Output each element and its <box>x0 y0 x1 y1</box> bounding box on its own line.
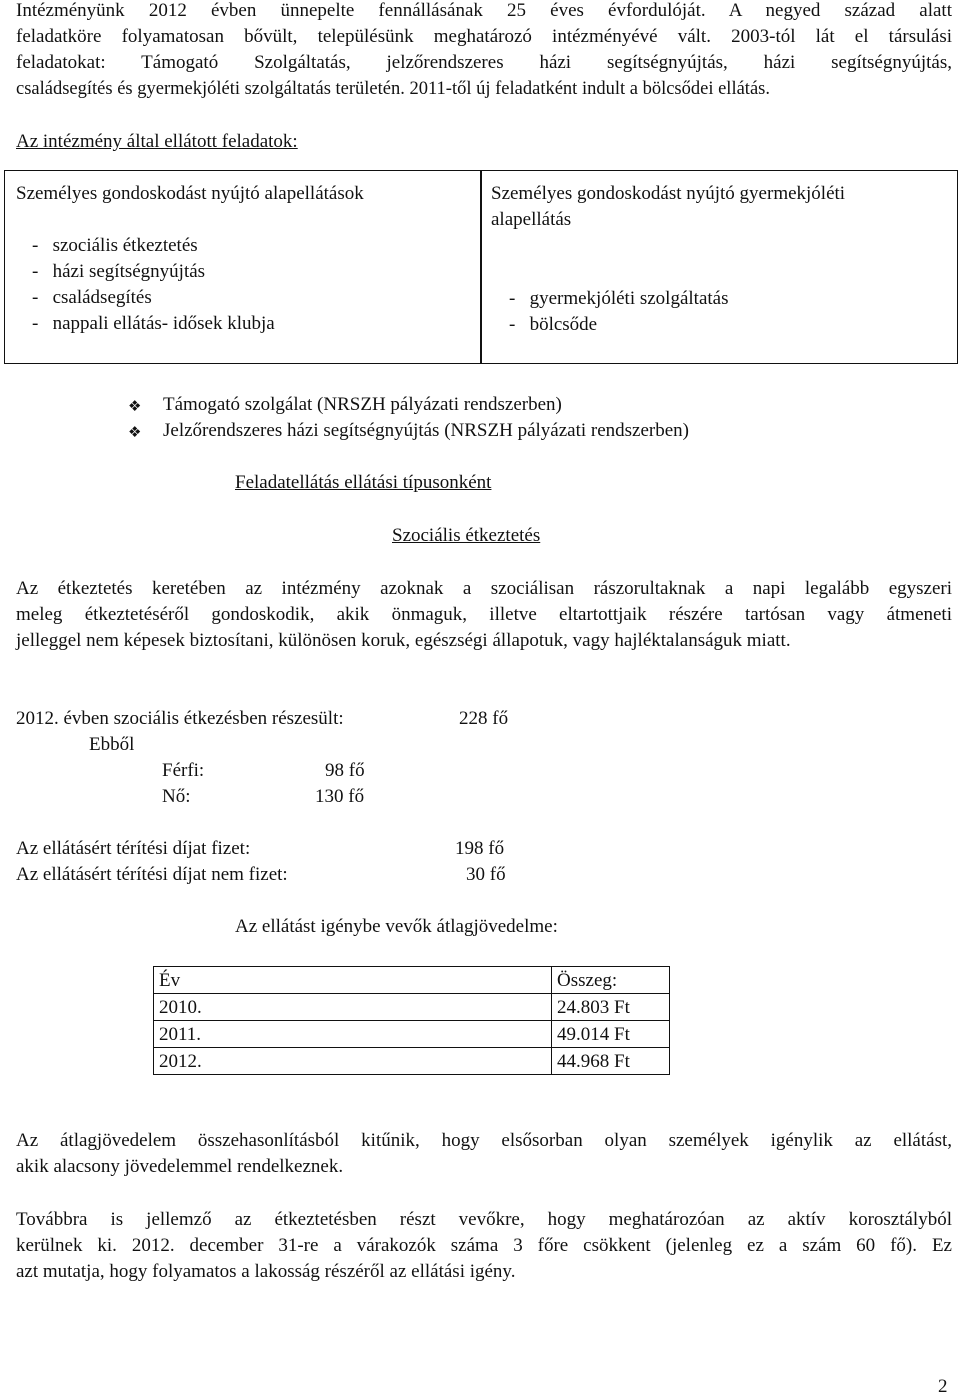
header-amount: Összeg: <box>552 967 670 994</box>
conclusion-line: akik alacsony jövedelemmel rendelkeznek. <box>16 1156 344 1177</box>
right-column-header-line: Személyes gondoskodást nyújtó gyermekjóléti <box>491 183 846 204</box>
right-list-item: - gyermekjóléti szolgáltatás <box>509 288 729 309</box>
intro-line: családsegítés és gyermekjóléti szolgáltatás területén. 2011-től új feladatként indult a bölcsődei ellátás. <box>16 79 770 99</box>
pays-value: 198 fő <box>455 838 505 859</box>
closing-line: Továbbra is jellemző az étkeztetésben részt vevőkre, hogy meghatározóan az aktív korosztályból <box>16 1209 952 1230</box>
total-value: 228 fő <box>459 708 509 729</box>
male-value: 98 fő <box>325 760 365 781</box>
closing-line: kerülnek ki. 2012. december 31-re a várakozók száma 3 főre csökkent (jelenleg ez a szám 60 fő). Ez <box>16 1235 952 1256</box>
left-list-item: - családsegítés <box>32 287 152 308</box>
table-row <box>154 1021 670 1048</box>
row-amount: 49.014 Ft <box>552 1021 670 1048</box>
row-amount: 44.968 Ft <box>552 1048 670 1075</box>
left-list-item: - szociális étkeztetés <box>32 235 198 256</box>
total-label: 2012. évben szociális étkezésben részesült: <box>16 708 344 729</box>
description-line: Az étkeztetés keretében az intézmény azoknak a szociálisan rászorultaknak a napi legalább egyszeri <box>16 578 952 599</box>
intro-line: feladatokat: Támogató Szolgáltatás, jelzőrendszeres házi segítségnyújtás, házi segítségnyújtás, <box>16 52 952 73</box>
female-label: Nő: <box>162 786 191 807</box>
left-list-item: - házi segítségnyújtás <box>32 261 206 282</box>
description-line: jelleggel nem képesek biztosítani, különösen koruk, egészségi állapotuk, vagy hajléktalanságuk miatt. <box>16 630 791 651</box>
pays-label: Az ellátásért térítési díjat fizet: <box>16 838 251 859</box>
table-header-row <box>154 967 670 994</box>
description-line: meleg étkeztetéséről gondoskodik, akik önmaguk, illetve eltartottjaik részére tartósan vagy átmeneti <box>16 604 952 625</box>
diamond-bullet-icon: ❖ <box>128 397 142 415</box>
header-year: Év <box>154 967 552 994</box>
not-pays-label: Az ellátásért térítési díjat nem fizet: <box>16 864 288 885</box>
closing-line: azt mutatja, hogy folyamatos a lakosság részéről az ellátási igény. <box>16 1261 516 1282</box>
diamond-bullet-icon: ❖ <box>128 423 142 441</box>
left-column-header: Személyes gondoskodást nyújtó alapellátások <box>16 183 364 204</box>
table-row <box>154 1048 670 1075</box>
right-column-header-line: alapellátás <box>491 209 572 230</box>
conclusion-line: Az átlagjövedelem összehasonlításból kitűnik, hogy elsősorban olyan személyek igénylik az ellátást, <box>16 1130 952 1151</box>
page-number: 2 <box>938 1376 948 1397</box>
bullet-item: Támogató szolgálat (NRSZH pályázati rendszerben) <box>163 394 562 415</box>
intro-line: Intézményünk 2012 évben ünnepelte fennállásának 25 éves évfordulóját. A negyed század alatt <box>16 0 952 21</box>
tasks-heading: Az intézmény által ellátott feladatok: <box>16 131 298 152</box>
male-label: Férfi: <box>162 760 205 781</box>
section-title: Feladatellátás ellátási típusonként <box>235 472 492 493</box>
bullet-item: Jelzőrendszeres házi segítségnyújtás (NRSZH pályázati rendszerben) <box>163 420 689 441</box>
income-caption: Az ellátást igénybe vevők átlagjövedelme: <box>235 916 558 937</box>
table-row <box>154 994 670 1021</box>
of-which-label: Ebből <box>89 734 135 755</box>
left-list-item: - nappali ellátás- idősek klubja <box>32 313 275 334</box>
row-year: 2010. <box>154 994 552 1021</box>
not-pays-value: 30 fő <box>466 864 506 885</box>
row-amount: 24.803 Ft <box>552 994 670 1021</box>
subsection-title: Szociális étkeztetés <box>392 525 541 546</box>
row-year: 2012. <box>154 1048 552 1075</box>
intro-line: feladatköre folyamatosan bővült, településünk meghatározó intézményévé vált. 2003-tól lát el társulási <box>16 26 952 47</box>
row-year: 2011. <box>154 1021 552 1048</box>
female-value: 130 fő <box>315 786 365 807</box>
income-table <box>153 966 670 1075</box>
right-list-item: - bölcsőde <box>509 314 598 335</box>
